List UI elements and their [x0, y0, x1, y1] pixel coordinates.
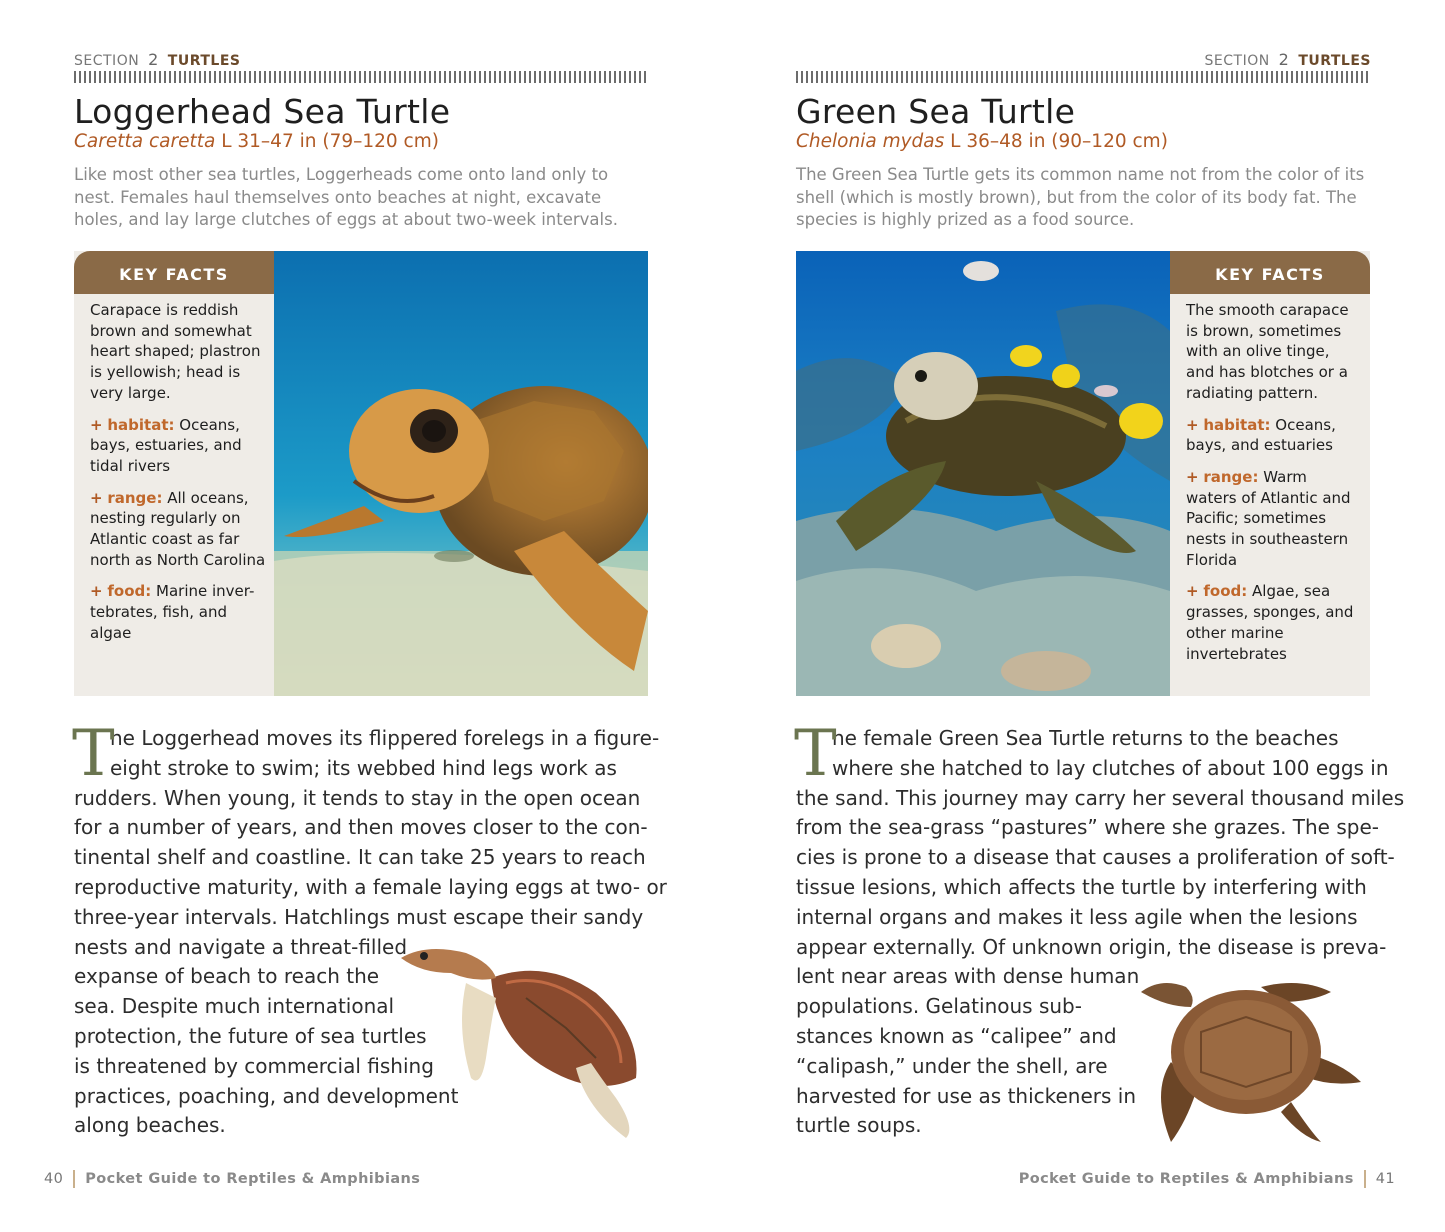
range-value: Warm waters of Atlantic and Pacific; sometimes nests in southeastern Florida — [1186, 467, 1351, 569]
body-line: he female Green Sea Turtle returns to the beaches — [832, 726, 1339, 750]
range-fact: + range: Warm waters of Atlantic and Pacific; sometimes nests in southeastern Florida — [1186, 467, 1351, 569]
range-label: range: — [107, 488, 163, 507]
body-line: cies is prone to a disease that causes a proliferation of soft- — [796, 845, 1395, 870]
habitat-value: Oceans, bays, and estuaries — [1186, 415, 1336, 455]
scientific-name: Chelonia mydas — [796, 131, 945, 152]
body-line: where she hatched to lay clutches of about 100 eggs in — [832, 755, 1389, 780]
section-name: TURTLES — [1298, 53, 1371, 69]
page-footer — [44, 1170, 420, 1188]
food-label: food: — [1203, 582, 1248, 601]
body-line: protection, the future of sea turtles — [74, 1023, 427, 1048]
body-line: appear externally. Of unknown origin, the disease is preva- — [796, 934, 1387, 959]
page-footer — [1019, 1170, 1395, 1188]
key-facts-heading: KEY FACTS — [74, 251, 274, 294]
drop-cap: T — [794, 717, 837, 791]
body-line: he Loggerhead moves its flippered forelegs in a figure- — [110, 726, 660, 750]
green-turtle-illustration — [1141, 972, 1363, 1154]
section-label: SECTION — [1204, 53, 1270, 69]
habitat-fact: + habitat: Oceans, bays, estuaries, and tidal rivers — [90, 415, 242, 475]
body-line: “calipash,” under the shell, are — [796, 1053, 1108, 1078]
header-rule — [74, 71, 649, 83]
book-title: Pocket Guide to Reptiles & Amphibians — [85, 1171, 421, 1187]
body-line: from the sea-grass “pastures” where she grazes. The spe- — [796, 815, 1379, 840]
food-value: Algae, sea grasses, sponges, and other marine invertebrates — [1186, 582, 1354, 663]
intro-paragraph: The Green Sea Turtle gets its common name not from the color of its shell (which is mostly brown), but from the color of its body fat. The species is highly prized as a food source. — [796, 165, 1365, 229]
section-number: 2 — [1278, 50, 1290, 69]
body-line: along beaches. — [74, 1113, 226, 1138]
green-turtle-photo — [796, 251, 1170, 696]
key-facts-box — [74, 251, 274, 696]
size-range: L 31–47 in (79–120 cm) — [221, 131, 439, 152]
left-page — [44, 0, 667, 1232]
habitat-label: habitat: — [107, 415, 175, 434]
body-line: is threatened by commercial fishing — [74, 1053, 434, 1078]
key-facts-description: The smooth carapace is brown, sometimes with an olive tinge, and has blotches or a radiating pattern. — [1186, 301, 1349, 402]
size-range: L 36–48 in (90–120 cm) — [950, 131, 1168, 152]
body-line: expanse of beach to reach the — [74, 964, 380, 989]
food-value: Marine inver-tebrates, fish, and algae — [90, 582, 255, 642]
section-number: 2 — [148, 50, 159, 69]
habitat-fact: + habitat: Oceans, bays, and estuaries — [1186, 415, 1336, 455]
scientific-name: Caretta caretta — [74, 131, 216, 152]
key-facts-panel — [74, 251, 648, 696]
key-facts-heading: KEY FACTS — [1170, 251, 1370, 294]
page-number: 41 — [1375, 1171, 1395, 1187]
habitat-label: habitat: — [1203, 415, 1271, 434]
scientific-name-line — [796, 131, 1168, 152]
loggerhead-illustration — [396, 938, 650, 1144]
body-line: eight stroke to swim; its webbed hind legs work as — [110, 755, 617, 780]
body-line: turtle soups. — [796, 1113, 922, 1138]
range-value: All oceans, nesting regularly on Atlantic coast as far north as North Carolina — [90, 488, 266, 569]
body-line: the sand. This journey may carry her several thousand miles — [796, 785, 1405, 810]
section-header — [1205, 50, 1371, 69]
food-fact: + food: Algae, sea grasses, sponges, and other marine invertebrates — [1186, 582, 1354, 663]
section-header — [74, 50, 240, 69]
body-line: reproductive maturity, with a female laying eggs at two- or — [74, 874, 667, 899]
loggerhead-photo — [274, 251, 648, 696]
key-facts-description: Carapace is reddish brown and somewhat heart shaped; plastron is yellowish; head is very large. — [90, 301, 261, 402]
range-fact: + range: All oceans, nesting regularly on Atlantic coast as far north as North Carolina — [90, 488, 266, 569]
page-number: 40 — [44, 1171, 64, 1187]
book-title: Pocket Guide to Reptiles & Amphibians — [1018, 1171, 1354, 1187]
intro-paragraph: Like most other sea turtles, Loggerheads come onto land only to nest. Females haul themselves onto beaches at night, excavate holes, and lay large clutches of eggs at about two-week intervals. — [74, 165, 618, 229]
food-label: food: — [107, 582, 152, 601]
scientific-name-line — [74, 131, 439, 152]
body-line: sea. Despite much international — [74, 994, 395, 1019]
body-line: lent near areas with dense human — [796, 964, 1140, 989]
body-line: practices, poaching, and development — [74, 1083, 459, 1108]
species-title: Loggerhead Sea Turtle — [74, 92, 451, 131]
body-line: tinental shelf and coastline. It can take 25 years to reach — [74, 845, 646, 870]
key-facts-box — [1170, 251, 1370, 696]
body-line: stances known as “calipee” and — [796, 1023, 1117, 1048]
range-label: range: — [1203, 467, 1259, 486]
body-line: internal organs and makes it less agile when the lesions — [796, 904, 1358, 929]
drop-cap: T — [72, 717, 115, 791]
right-page — [794, 0, 1405, 1232]
body-line: for a number of years, and then moves closer to the con- — [74, 815, 648, 840]
food-fact: + food: Marine inver-tebrates, fish, and algae — [90, 582, 255, 642]
section-label: SECTION — [74, 53, 140, 69]
key-facts-panel — [796, 251, 1370, 696]
section-name: TURTLES — [167, 53, 241, 69]
body-line: tissue lesions, which affects the turtle by interfering with — [796, 874, 1367, 899]
header-rule — [796, 71, 1371, 83]
body-line: rudders. When young, it tends to stay in the open ocean — [74, 785, 641, 810]
body-line: populations. Gelatinous sub- — [796, 994, 1082, 1019]
habitat-value: Oceans, bays, estuaries, and tidal rivers — [90, 415, 242, 475]
body-line: three-year intervals. Hatchlings must escape their sandy — [74, 904, 644, 929]
body-line: nests and navigate a threat-filled — [74, 934, 408, 959]
body-line: harvested for use as thickeners in — [796, 1083, 1137, 1108]
species-title: Green Sea Turtle — [796, 92, 1076, 131]
